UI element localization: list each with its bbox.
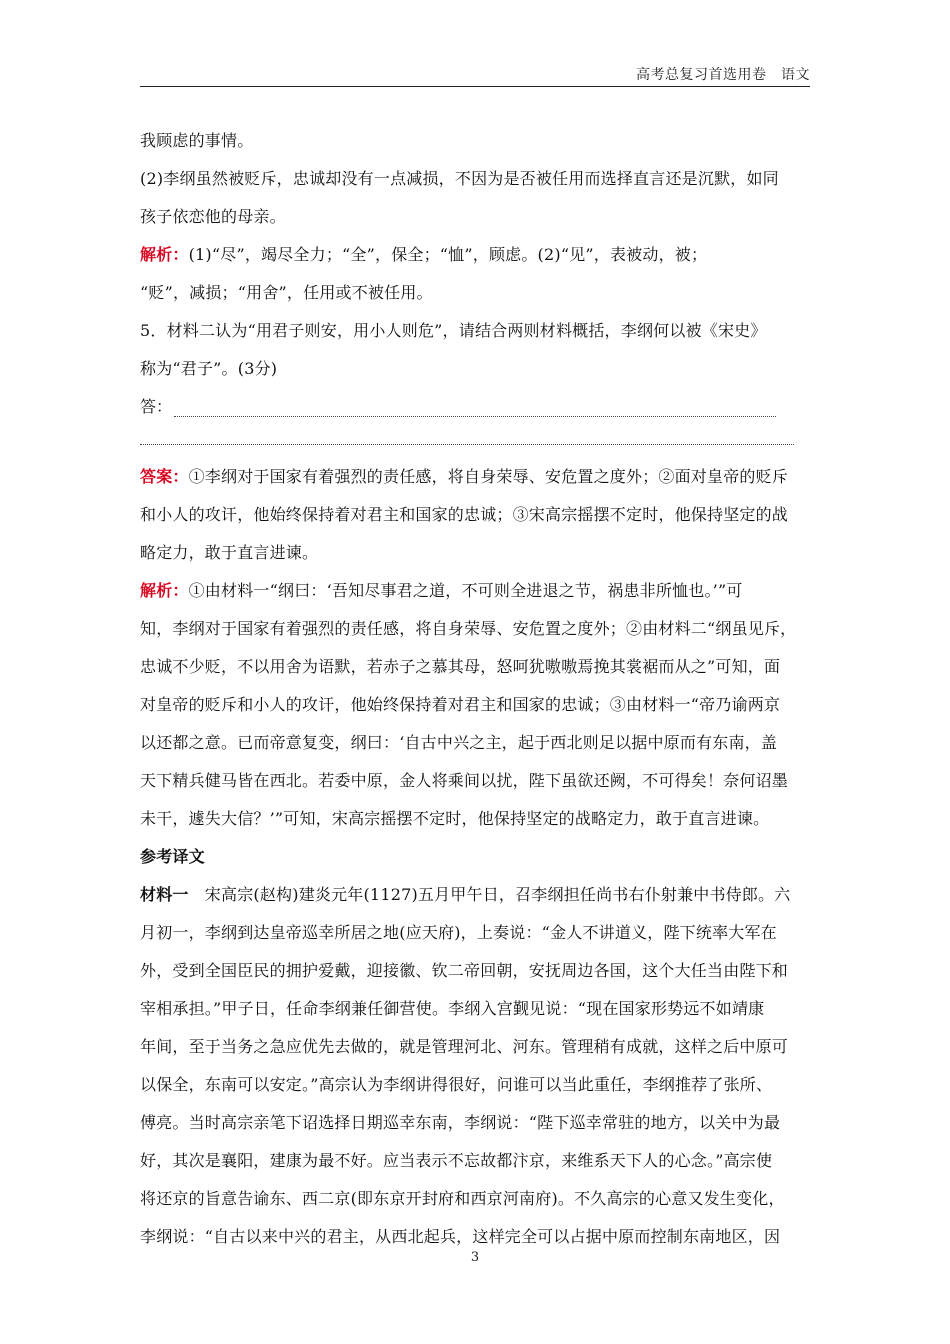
translation-para (140, 876, 810, 914)
text-line: 知，李纲对于国家有着强烈的责任感，将自身荣辱、安危置之度外；②由材料二“纲虽见斥， (140, 619, 797, 638)
text-line: 我顾虑的事情。 (140, 131, 254, 150)
text-line: 和小人的攻讦，他始终保持着对君主和国家的忠诚；③宋高宗摇摆不定时，他保持坚定的战 (140, 505, 789, 524)
text-line: 忠诚不少贬，不以用舍为语默，若赤子之慕其母，怒呵犹嗷嗷焉挽其裳裾而从之”可知，面 (140, 657, 781, 676)
question-5: 5．材料二认为“用君子则安，用小人则危”，请结合两则材料概括，李纲何以被《宋史》 (140, 321, 767, 340)
analysis-2 (140, 572, 810, 610)
text-line: 以还都之意。已而帝意复变，纲曰：‘自古中兴之主，起于西北则足以据中原而有东南，盖 (140, 733, 778, 752)
page-header-title: 高考总复习首选用卷 语文 (636, 67, 810, 83)
header-rule (140, 86, 810, 87)
answer-blank-line-2 (140, 424, 810, 458)
reference-translation-title: 参考译文 (140, 847, 205, 866)
text-line: 孩子依恋他的母亲。 (140, 207, 286, 226)
answer-key (140, 458, 810, 496)
text-line: (2)李纲虽然被贬斥，忠诚却没有一点减损，不因为是否被任用而选择直言还是沉默，如同 (140, 169, 779, 188)
text-line: 天下精兵健马皆在西北。若委中原，金人将乘间以扰，陛下虽欲还阙，不可得矣！奈何诏墨 (140, 771, 789, 790)
answer-prompt: 答： (140, 397, 173, 416)
dotted-line (140, 444, 794, 445)
analysis-label: 解析： (140, 581, 189, 600)
question-5-cont: 称为“君子”。(3分) (140, 359, 278, 378)
text-line: 宰相承担。”甲子日，任命李纲兼任御营使。李纲入宫觐见说：“现在国家形势远不如靖康 (140, 999, 765, 1018)
dotted-line (174, 416, 776, 417)
answer-label: 答案： (140, 467, 189, 486)
text-line: 月初一，李纲到达皇帝巡幸所居之地(应天府)，上奏说：“金人不讲道义，陛下统率大军在 (140, 923, 777, 942)
analysis-text: ①由材料一“纲曰：‘吾知尽事君之道，不可则全进退之节，祸患非所恤也。’”可 (188, 581, 743, 600)
translation-text: 宋高宗(赵构)建炎元年(1127)五月甲午日，召李纲担任尚书右仆射兼中书侍郎。六 (188, 885, 791, 904)
text-line: 外，受到全国臣民的拥护爱戴，迎接徽、钦二帝回朝，安抚周边各国，这个大任当由陛下和 (140, 961, 789, 980)
text-line: 好，其次是襄阳，建康为最不好。应当表示不忘故都汴京，来维系天下人的心念。”高宗使 (140, 1151, 773, 1170)
text-line: 将还京的旨意告谕东、西二京(即东京开封府和西京河南府)。不久高宗的心意又发生变化， (140, 1189, 785, 1208)
text-line: 对皇帝的贬斥和小人的攻讦，他始终保持着对君主和国家的忠诚；③由材料一“帝乃谕两京 (140, 695, 781, 714)
text-line: 傅亮。当时高宗亲笔下诏选择日期巡幸东南，李纲说：“陛下巡幸常驻的地方，以关中为最 (140, 1113, 781, 1132)
text-line: 略定力，敢于直言进谏。 (140, 543, 319, 562)
text-line: 以保全，东南可以安定。”高宗认为李纲讲得很好，问谁可以当此重任，李纲推荐了张所、 (140, 1075, 773, 1094)
analysis-text: (1)“尽”，竭尽全力；“全”，保全；“恤”，顾虑。(2)“见”，表被动，被； (188, 245, 708, 264)
text-line: “贬”，减损；“用舍”，任用或不被任用。 (140, 283, 433, 302)
text-line: 未干，遽失大信？’”可知，宋高宗摇摆不定时，他保持坚定的战略定力，敢于直言进谏。 (140, 809, 770, 828)
analysis-label: 解析： (140, 245, 189, 264)
text-line: 年间，至于当务之急应优先去做的，就是管理河北、河东。管理稍有成就，这样之后中原可 (140, 1037, 789, 1056)
answer-text: ①李纲对于国家有着强烈的责任感，将自身荣辱、安危置之度外；②面对皇帝的贬斥 (188, 467, 789, 486)
page-number: 3 (470, 1250, 480, 1265)
answer-blank-line (140, 388, 810, 424)
page-content (140, 122, 810, 1256)
text-line: 李纲说：“自古以来中兴的君主，从西北起兵，这样完全可以占据中原而控制东南地区，因 (140, 1227, 781, 1246)
analysis-1 (140, 236, 810, 274)
material-1-label: 材料一 (140, 885, 189, 904)
